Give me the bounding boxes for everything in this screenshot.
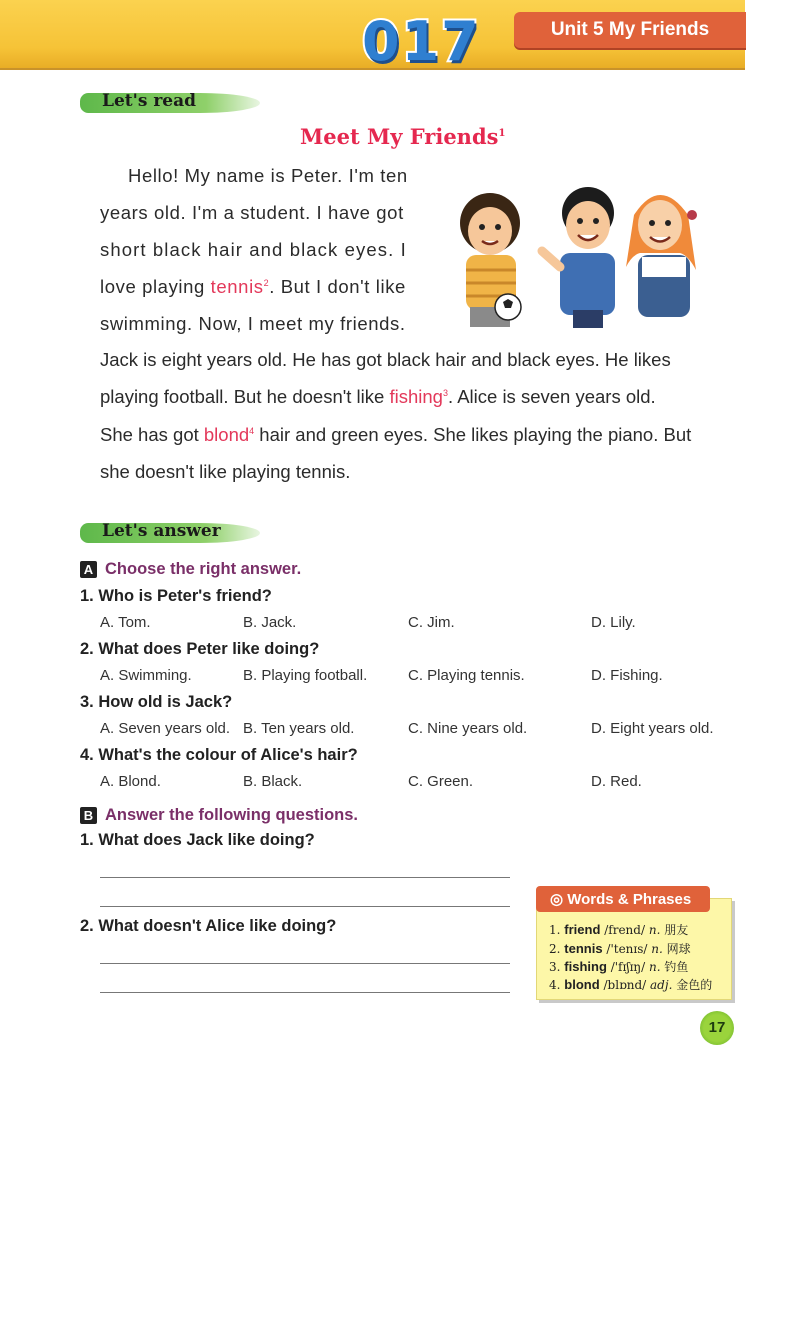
option-a[interactable]: A. Tom. <box>100 614 151 631</box>
option-d[interactable]: D. Fishing. <box>591 667 663 684</box>
option-c[interactable]: C. Playing tennis. <box>408 667 525 684</box>
option-a[interactable]: A. Blond. <box>100 773 161 790</box>
vocab-item: 1. friend /frend/ n. 朋友 <box>549 922 689 937</box>
question-3: 3. How old is Jack? <box>80 693 233 711</box>
option-c[interactable]: C. Nine years old. <box>408 720 528 737</box>
answer-line[interactable] <box>100 877 510 878</box>
option-a[interactable]: A. Swimming. <box>100 667 192 684</box>
story-line: She has got blond$^4$ hair and green eyes. She likes playing the piano. But <box>100 424 692 445</box>
option-b[interactable]: B. Jack. <box>243 614 297 631</box>
option-a[interactable]: A. Seven years old. <box>100 720 231 737</box>
answer-line[interactable] <box>100 906 510 907</box>
letter-a-icon: A <box>80 561 97 578</box>
page-number-badge: 17 <box>700 1011 734 1045</box>
story-line: love playing tennis$^2$. But I don't like <box>100 276 406 297</box>
lets-answer-banner <box>80 523 260 543</box>
option-c[interactable]: C. Green. <box>408 773 474 790</box>
answer-line[interactable] <box>100 963 510 964</box>
part-b-instruction: Answer the following questions. <box>105 806 359 824</box>
question-4: 4. What's the colour of Alice's hair? <box>80 746 358 764</box>
boy-waving-figure <box>542 187 615 328</box>
boy-with-ball-figure <box>460 193 521 327</box>
question-2: 2. What does Peter like doing? <box>80 640 320 658</box>
lesson-number: 017 <box>362 10 481 73</box>
unit-tab <box>514 12 746 48</box>
part-a-heading <box>80 560 301 579</box>
story-title: Meet My Friends$^1$ <box>300 124 506 149</box>
lets-read-label: Let's read <box>102 91 196 111</box>
vocab-item: 2. tennis /'tenɪs/ n. 网球 <box>549 941 691 956</box>
unit-title: Unit 5 My Friends <box>550 19 710 40</box>
highlight-word: blond$^4$ <box>203 424 255 445</box>
vocab-item: 3. fishing /'fɪʃɪŋ/ n. 钓鱼 <box>549 959 689 974</box>
highlight-word: tennis$^2$ <box>210 276 270 297</box>
story-line: Hello! My name is Peter. I'm ten <box>128 165 408 186</box>
option-d[interactable]: D. Lily. <box>591 614 636 631</box>
option-b[interactable]: B. Black. <box>243 773 303 790</box>
question-1: 1. Who is Peter's friend? <box>80 587 272 605</box>
option-d[interactable]: D. Red. <box>591 773 642 790</box>
option-b[interactable]: B. Ten years old. <box>243 720 355 737</box>
answer-line[interactable] <box>100 992 510 993</box>
story-line: swimming. Now, I meet my friends. <box>100 313 406 334</box>
story-line: playing football. But he doesn't like fishing$^3$. Alice is seven years old. <box>100 386 656 407</box>
vocab-item: 4. blond /blɒnd/ adj. 金色的 <box>549 977 713 992</box>
lets-answer-label: Let's answer <box>102 521 221 541</box>
highlight-word: fishing$^3$ <box>389 386 448 407</box>
story-line: Jack is eight years old. He has got black hair and black eyes. He likes <box>100 349 671 370</box>
words-phrases-tab <box>536 886 710 912</box>
option-c[interactable]: C. Jim. <box>408 614 455 631</box>
story-line: years old. I'm a student. I have got <box>100 202 404 223</box>
story-line: short black hair and black eyes. I <box>100 239 407 260</box>
option-d[interactable]: D. Eight years old. <box>591 720 714 737</box>
letter-b-icon: B <box>80 807 97 824</box>
children-illustration <box>448 175 708 330</box>
footnote-mark: 1 <box>498 128 506 139</box>
part-b-heading <box>80 806 358 825</box>
question-b2: 2. What doesn't Alice like doing? <box>80 917 337 935</box>
story-line: she doesn't like playing tennis. <box>100 461 351 482</box>
words-phrases-title: ◎ Words & Phrases <box>550 891 692 908</box>
part-a-instruction: Choose the right answer. <box>105 560 302 578</box>
lets-read-banner <box>80 93 260 113</box>
girl-figure <box>626 195 697 317</box>
option-b[interactable]: B. Playing football. <box>243 667 368 684</box>
question-b1: 1. What does Jack like doing? <box>80 831 315 849</box>
